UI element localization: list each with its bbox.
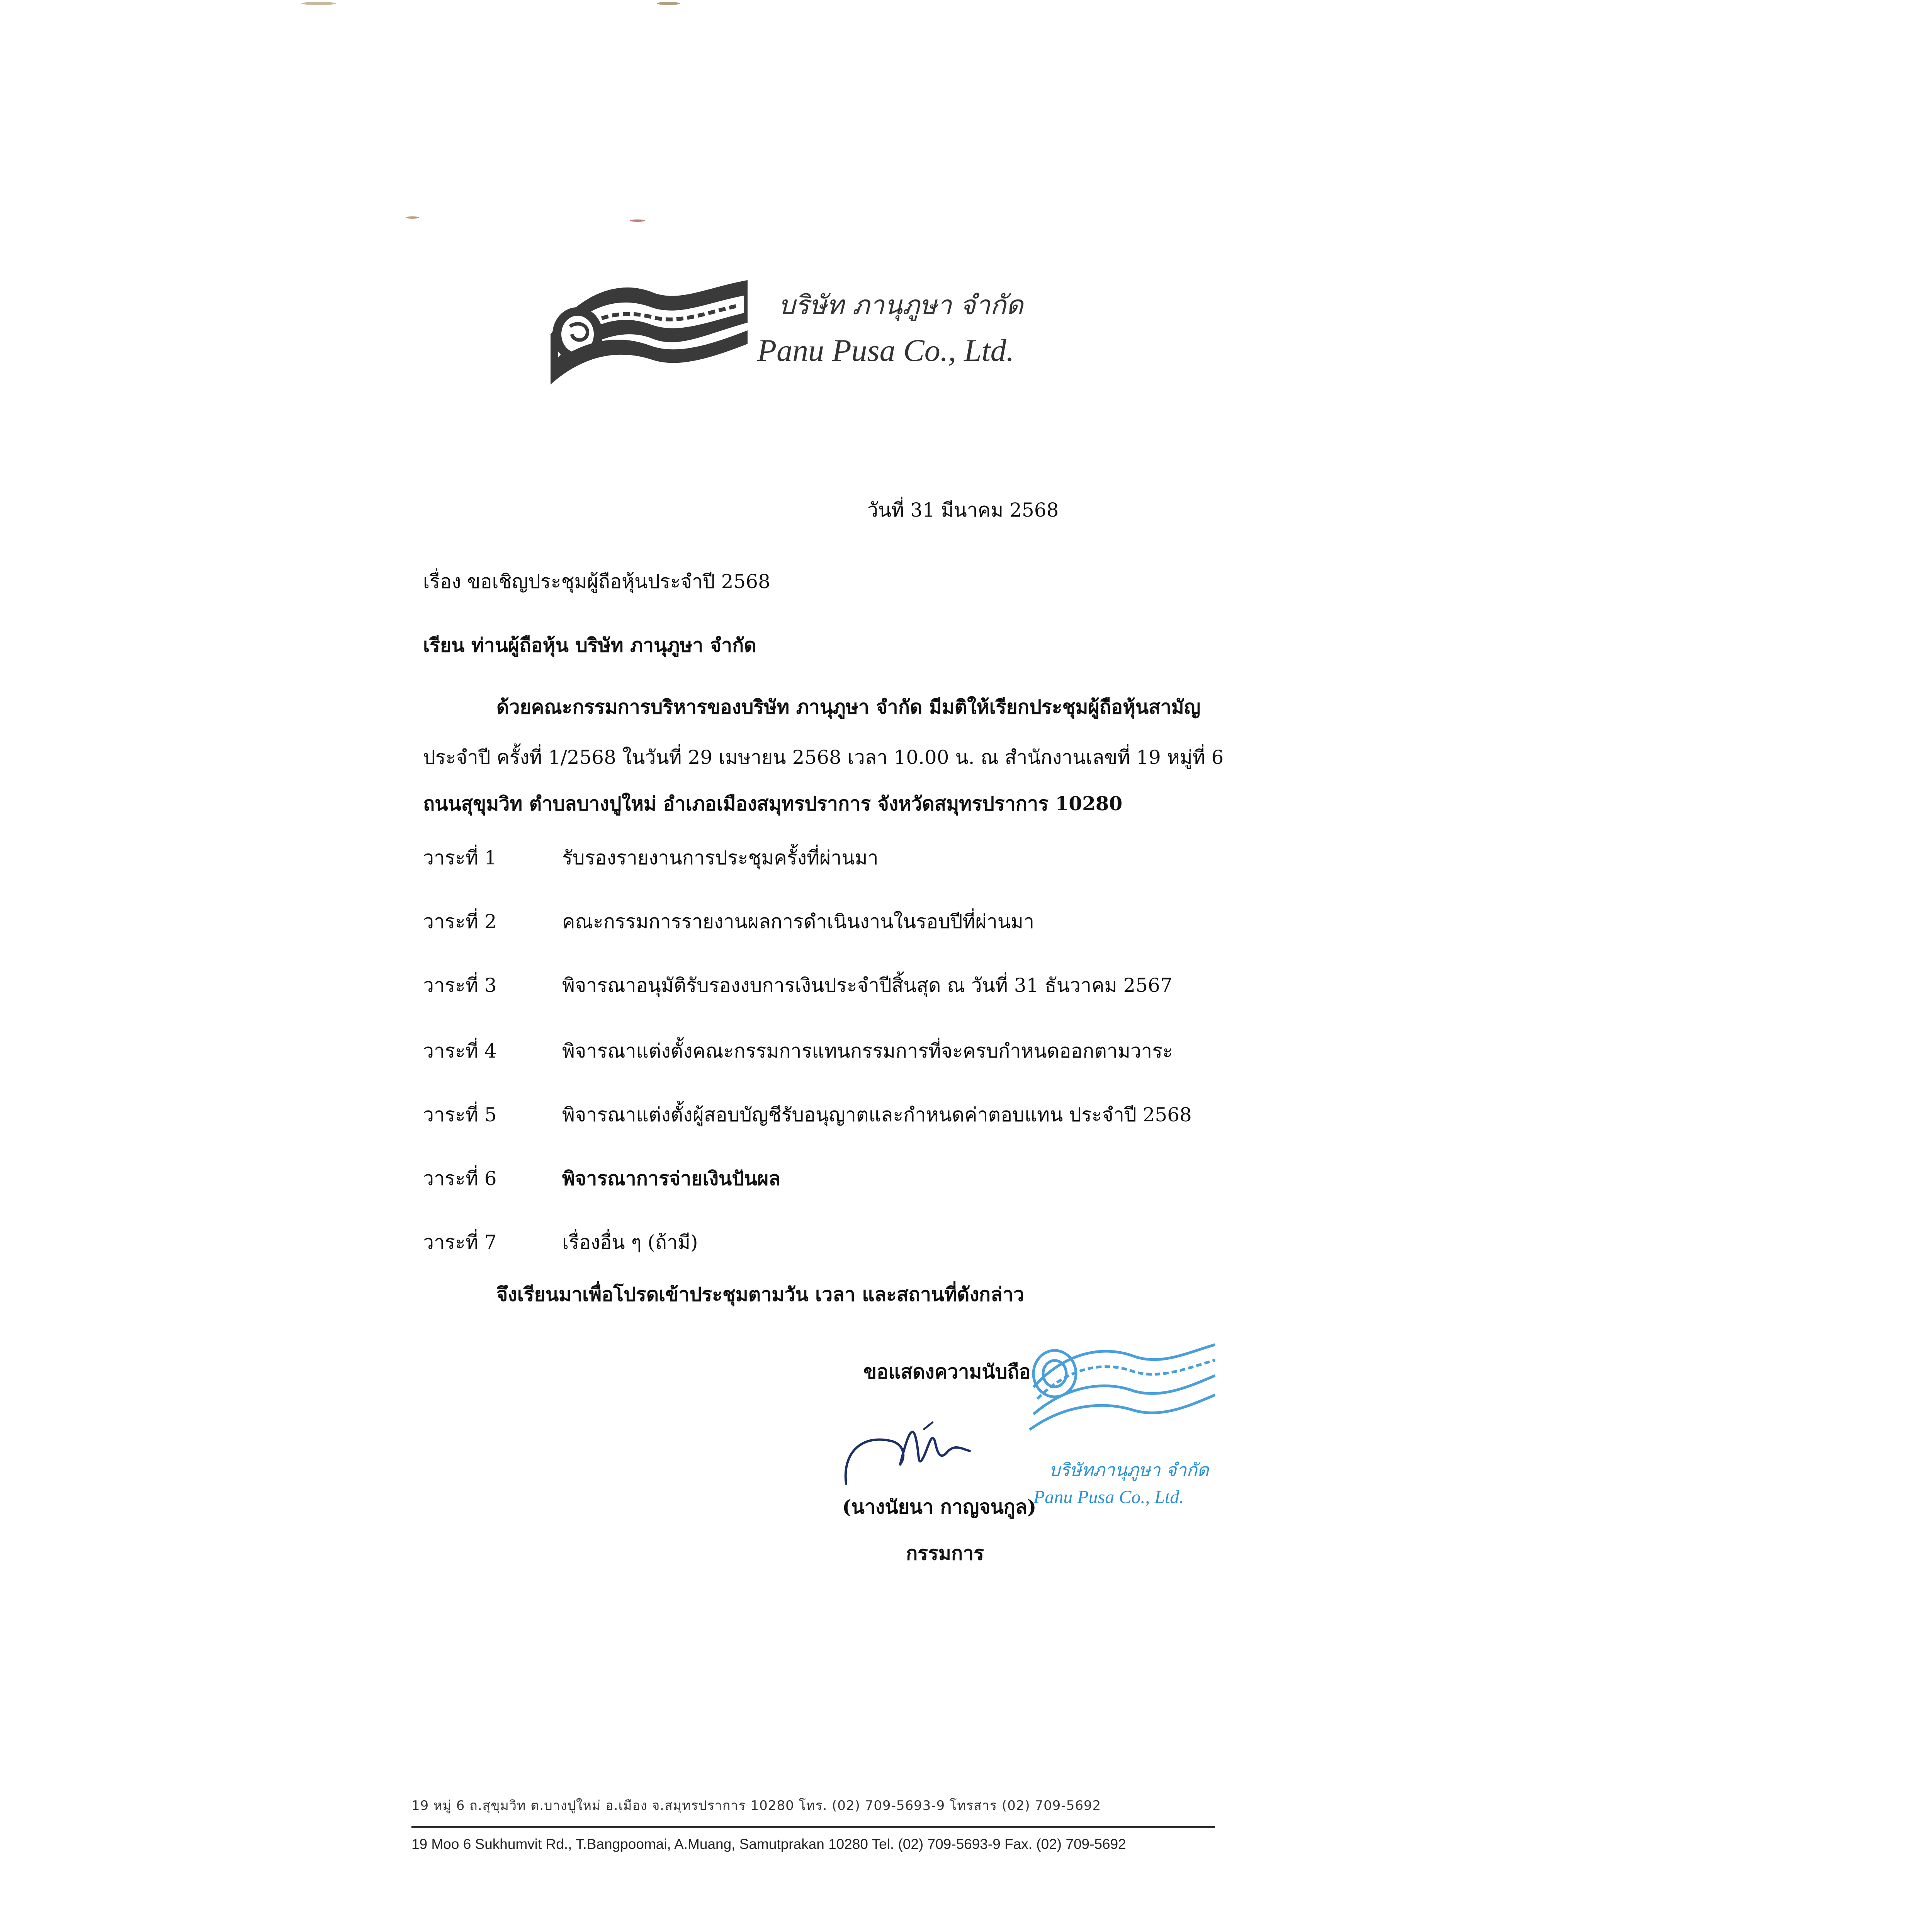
agenda-number: วาระที่ 2 bbox=[423, 910, 497, 933]
letter-date: วันที่ 31 มีนาคม 2568 bbox=[867, 499, 1059, 521]
agenda-item: พิจารณาอนุมัติรับรองงบการเงินประจำปีสิ้นสุด ณ วันที่ 31 ธันวาคม 2567 bbox=[562, 974, 1173, 997]
company-name-english: Panu Pusa Co., Ltd. bbox=[757, 333, 1015, 368]
footer-address-english: 19 Moo 6 Sukhumvit Rd., T.Bangpoomai, A.Muang, Samutprakan 10280 Tel. (02) 709-5693-9 Fax. (02) 709-5692 bbox=[411, 1836, 1126, 1852]
agenda-number: วาระที่ 3 bbox=[423, 974, 497, 997]
agenda-item: รับรองรายงานการประชุมครั้งที่ผ่านมา bbox=[562, 847, 879, 869]
agenda-number: วาระที่ 5 bbox=[423, 1104, 497, 1126]
stamp-company-english: Panu Pusa Co., Ltd. bbox=[1033, 1487, 1184, 1507]
handwritten-signature bbox=[838, 1406, 1001, 1495]
body-line: ด้วยคณะกรรมการบริหารของบริษัท ภานุภูษา จำกัด มีมติให้เรียกประชุมผู้ถือหุ้นสามัญ bbox=[496, 696, 1201, 718]
footer-address-thai: 19 หมู่ 6 ถ.สุขุมวิท ต.บางปูใหม่ อ.เมือง จ.สมุทรปราการ 10280 โทร. (02) 709-5693-9 โทรสาร (02) 709-5692 bbox=[411, 1798, 1101, 1813]
agenda-item: พิจารณาแต่งตั้งคณะกรรมการแทนกรรมการที่จะครบกำหนดออกตามวาระ bbox=[562, 1040, 1173, 1062]
letter-salutation: เรียน ท่านผู้ถือหุ้น บริษัท ภานุภูษา จำกัด bbox=[423, 634, 756, 656]
agenda-item: เรื่องอื่น ๆ (ถ้ามี) bbox=[562, 1231, 698, 1253]
footer-divider bbox=[411, 1826, 1215, 1828]
scan-speck bbox=[406, 216, 419, 219]
closing-line: จึงเรียนมาเพื่อโปรดเข้าประชุมตามวัน เวลา และสถานที่ดังกล่าว bbox=[496, 1283, 1024, 1306]
letter-subject: เรื่อง ขอเชิญประชุมผู้ถือหุ้นประจำปี 2568 bbox=[423, 570, 770, 593]
stamp-company-thai: บริษัทภานุภูษา จำกัด bbox=[1049, 1459, 1209, 1480]
agenda-number: วาระที่ 7 bbox=[423, 1231, 497, 1253]
agenda-item: พิจารณาการจ่ายเงินปันผล bbox=[562, 1167, 781, 1190]
scan-speck bbox=[657, 2, 680, 5]
agenda-number: วาระที่ 4 bbox=[423, 1040, 497, 1062]
company-stamp bbox=[1026, 1337, 1219, 1515]
agenda-number: วาระที่ 1 bbox=[423, 847, 497, 869]
agenda-number: วาระที่ 6 bbox=[423, 1167, 497, 1190]
company-name-thai: บริษัท ภานุภูษา จำกัด bbox=[778, 290, 1023, 321]
signer-position: กรรมการ bbox=[906, 1542, 984, 1565]
scan-speck bbox=[630, 219, 645, 222]
body-line: ประจำปี ครั้งที่ 1/2568 ในวันที่ 29 เมษายน 2568 เวลา 10.00 น. ณ สำนักงานเลขที่ 19 หมู่ที่ 6 bbox=[423, 746, 1224, 769]
body-line: ถนนสุขุมวิท ตำบลบางปูใหม่ อำเภอเมืองสมุทรปราการ จังหวัดสมุทรปราการ 10280 bbox=[423, 792, 1123, 815]
company-logo bbox=[551, 276, 748, 392]
scan-speck bbox=[301, 2, 336, 5]
regards-line: ขอแสดงความนับถือ bbox=[863, 1360, 1031, 1383]
agenda-item: พิจารณาแต่งตั้งผู้สอบบัญชีรับอนุญาตและกำหนดค่าตอบแทน ประจำปี 2568 bbox=[562, 1104, 1192, 1126]
agenda-item: คณะกรรมการรายงานผลการดำเนินงานในรอบปีที่ผ่านมา bbox=[562, 910, 1035, 933]
signer-name: (นางนัยนา กาญจนกูล) bbox=[842, 1495, 1037, 1518]
